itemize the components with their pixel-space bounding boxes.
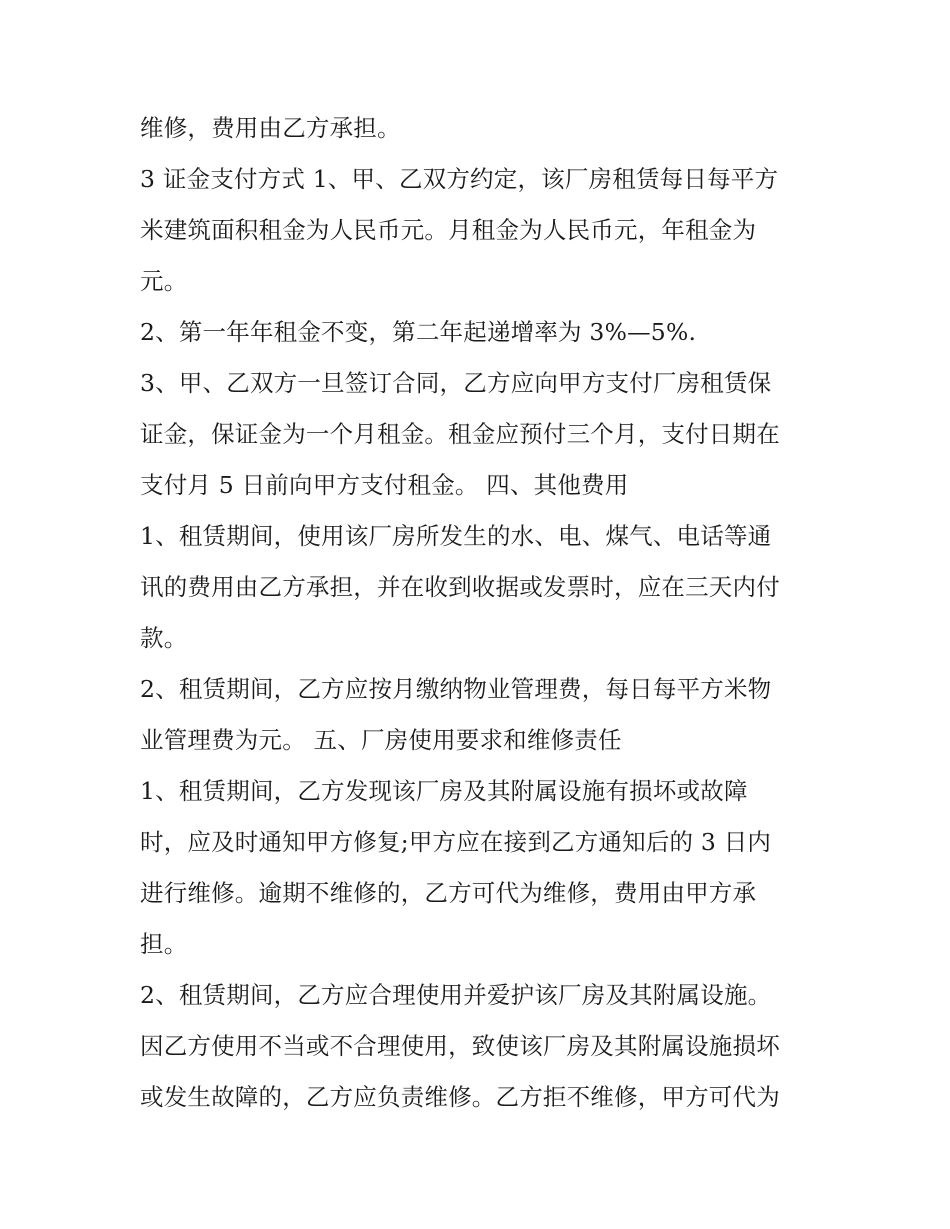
text-line: 进行维修。逾期不维修的，乙方可代为维修，费用由甲方承 bbox=[140, 879, 757, 907]
text-line: 1、租赁期间，乙方发现该厂房及其附属设施有损坏或故障 bbox=[140, 777, 748, 805]
text-line: 米建筑面积租金为人民币元。月租金为人民币元，年租金为 bbox=[140, 216, 757, 244]
text-line: 2、租赁期间，乙方应按月缴纳物业管理费，每日每平方米物 bbox=[140, 675, 772, 703]
text-line: 1、租赁期间，使用该厂房所发生的水、电、煤气、电话等通 bbox=[140, 522, 772, 550]
text-line: 元。 bbox=[140, 267, 188, 295]
text-line: 时，应及时通知甲方修复;甲方应在接到乙方通知后的 3 日内 bbox=[140, 828, 772, 856]
text-line: 证金，保证金为一个月租金。租金应预付三个月，支付日期在 bbox=[140, 420, 780, 448]
text-line: 维修，费用由乙方承担。 bbox=[140, 114, 401, 142]
text-line: 业管理费为元。 五、厂房使用要求和维修责任 bbox=[140, 726, 622, 754]
text-line: 2、租赁期间，乙方应合理使用并爱护该厂房及其附属设施。 bbox=[140, 981, 772, 1009]
text-line: 支付月 5 日前向甲方支付租金。 四、其他费用 bbox=[140, 471, 629, 499]
text-line: 3 证金支付方式 1、甲、乙双方约定，该厂房租赁每日每平方 bbox=[140, 165, 779, 193]
text-line: 2、第一年年租金不变，第二年起递增率为 3%—5%. bbox=[140, 318, 697, 346]
text-line: 或发生故障的，乙方应负责维修。乙方拒不维修，甲方可代为 bbox=[140, 1083, 780, 1111]
document-body bbox=[140, 103, 820, 1123]
text-line: 款。 bbox=[140, 624, 188, 652]
text-line: 担。 bbox=[140, 930, 188, 958]
text-line: 讯的费用由乙方承担，并在收到收据或发票时，应在三天内付 bbox=[140, 573, 780, 601]
text-line: 3、甲、乙双方一旦签订合同，乙方应向甲方支付厂房租赁保 bbox=[140, 369, 772, 397]
text-line: 因乙方使用不当或不合理使用，致使该厂房及其附属设施损坏 bbox=[140, 1032, 780, 1060]
